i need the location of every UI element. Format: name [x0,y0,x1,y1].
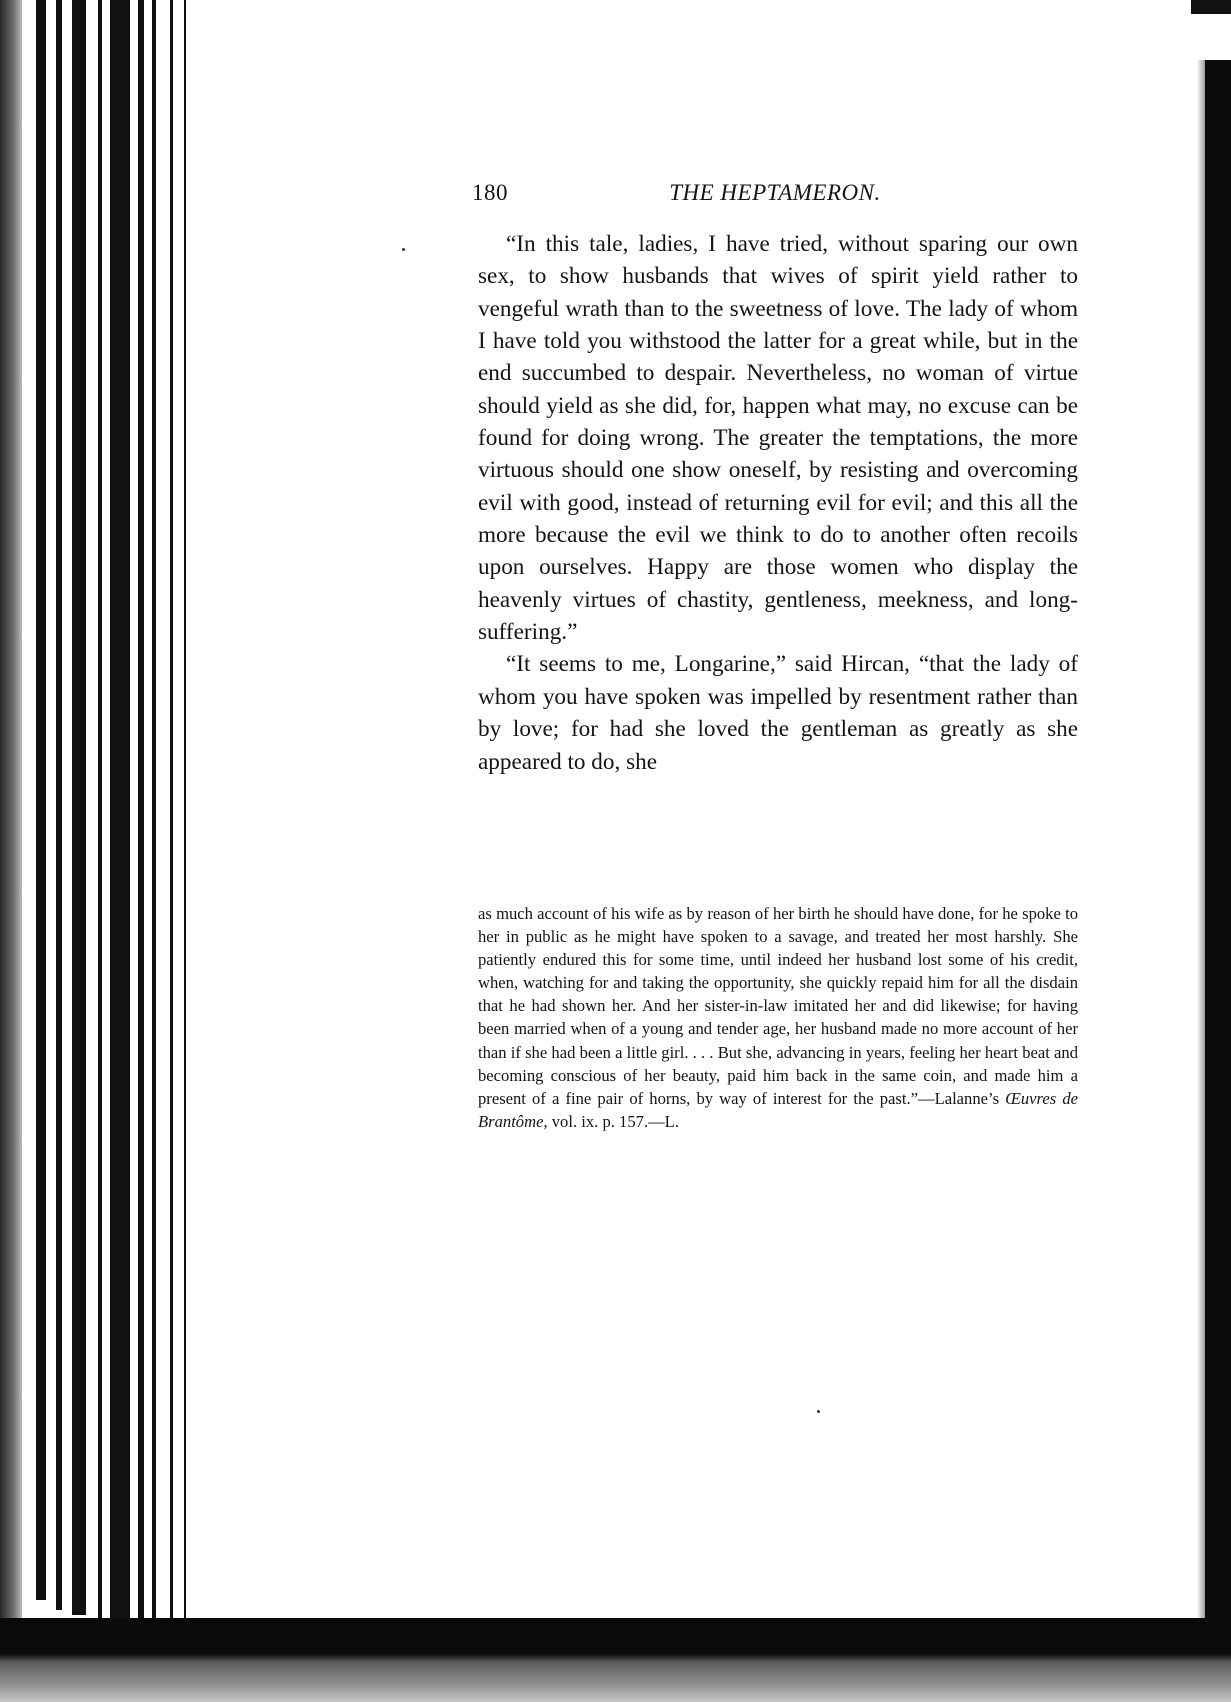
binding-page-edge [170,0,173,1635]
binding-page-edge [184,0,186,1635]
book-binding-edge [0,0,200,1702]
binding-page-edge [110,0,130,1625]
bottom-page-edge [0,1618,1231,1702]
scan-corner-shadow [1191,0,1231,14]
footnote [478,902,1078,1133]
page-number: 180 [472,180,508,205]
right-page-edge [1205,60,1231,1620]
scan-speck [817,1410,820,1413]
footnote-text: as much account of his wife as by reason of her birth he should have done, for he spoke to her in public as he might have spoken to a savage, and treated her most harshly. She patiently endured this for some time, until indeed her husband lost some of his credit, when, watching for and taking the opportunity, she quickly repaid him for all the disdain that he had shown her. And her sister-in-law imitated her and did likewise; for having been married when of a young and tender age, her husband made no more account of her than if she had been a little girl. . . . But she, advancing in years, feeling her heart beat and becoming conscious of her beauty, paid him back in the same coin, and made him a present of a fine pair of horns, by way of interest for the past.”—Lalanne’s [478,904,1078,1108]
footnote-paragraph [478,902,1078,1133]
scan-speck [402,248,405,251]
footnote-book-title: Œuvres de Brantôme [478,1088,1078,1131]
running-title: THE HEPTAMERON. [669,180,881,205]
paragraph: “It seems to me, Longarine,” said Hircan, “that the lady of whom you have spoken was impelled by resentment rather than by love; for had she loved the gentleman as greatly as she appeared to do, she [478,651,1078,775]
binding-page-edge [98,0,102,1620]
binding-page-edge [72,0,86,1615]
body-text [478,228,1078,778]
paragraph: “In this tale, ladies, I have tried, without sparing our own sex, to show husbands that wives of spirit yield rather to vengeful wrath than to the sweetness of love. The lady of whom I have told you withstood the latter for a great while, but in the end succumbed to despair. Nevertheless, no woman of virtue should yield as she did, for, happen what may, no excuse can be found for doing wrong. The greater the temptations, the more virtuous should one show oneself, by resisting and overcoming evil with good, instead of returning evil for evil; and this all the more because the evil we think to do to another often recoils upon ourselves. Happy are those women who display the heavenly virtues of chastity, gentleness, meekness, and long-suffering.” [478,231,1078,646]
binding-page-edge [152,0,156,1630]
gutter-shadow [0,0,22,1702]
running-head [472,180,1078,210]
binding-page-edge [36,0,46,1600]
footnote-citation: , vol. ix. p. 157.—L. [543,1111,679,1131]
binding-page-edge [138,0,144,1630]
right-page-shadow [1197,60,1205,1620]
binding-page-edge [56,0,62,1610]
